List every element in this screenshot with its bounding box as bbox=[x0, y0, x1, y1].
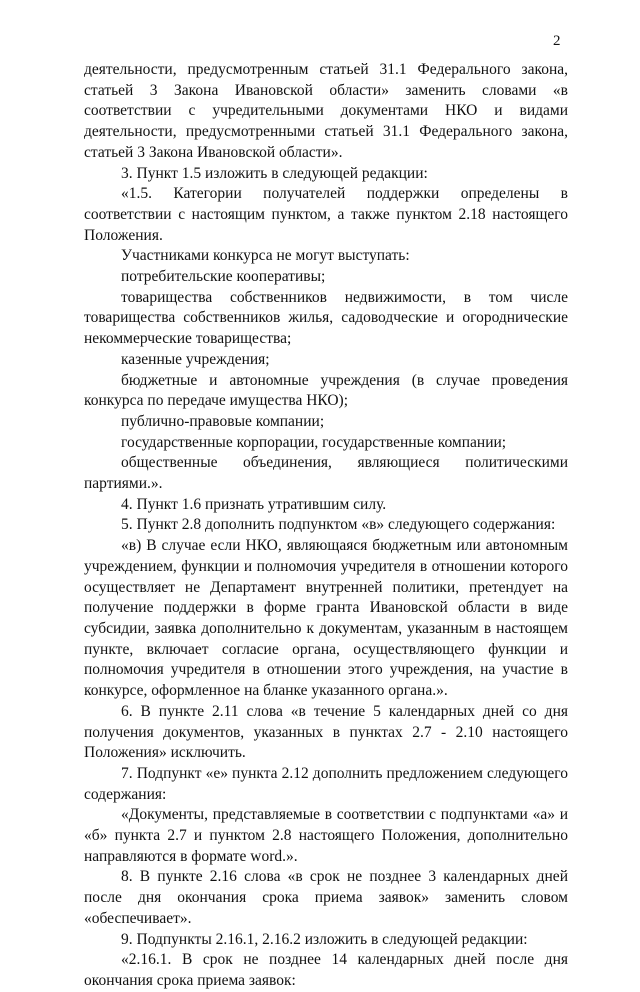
paragraph: «в) В случае если НКО, являющаяся бюджетным или автономным учреждением, функции и полномочия учредителя в отношении которого осуществляет не Департамент внутренней политики, претендует на получение поддержки в форме гранта Ивановской области в виде субсидии, заявка дополнительно к документам, указанным в настоящем пункте, включает согласие органа, осуществляющего функции и полномочия учредителя в отношении этого учреждения, на участие в конкурсе, оформленное на бланке указанного органа.». bbox=[84, 537, 568, 700]
document-body bbox=[84, 60, 568, 992]
paragraph: бюджетные и автономные учреждения (в случае проведения конкурса по передаче имущества НКО); bbox=[84, 371, 568, 410]
paragraph: товарищества собственников недвижимости, в том числе товарищества собственников жилья, садоводческие и огороднические некоммерческие товарищества; bbox=[84, 288, 568, 348]
paragraph: 5. Пункт 2.8 дополнить подпунктом «в» следующего содержания: bbox=[121, 516, 556, 534]
paragraph: публично-правовые компании; bbox=[121, 412, 325, 430]
paragraph: общественные объединения, являющиеся политическими партиями.». bbox=[84, 454, 568, 493]
paragraph: потребительские кооперативы; bbox=[121, 268, 326, 286]
paragraph: «Документы, представляемые в соответствии с подпунктами «а» и «б» пункта 2.7 и пунктом 2.8 настоящего Положения, дополнительно направляются в формате word.». bbox=[84, 806, 568, 865]
paragraph: Участниками конкурса не могут выступать: bbox=[121, 247, 410, 265]
paragraph: 4. Пункт 1.6 признать утратившим силу. bbox=[121, 495, 387, 513]
paragraph: 8. В пункте 2.16 слова «в срок не позднее 3 календарных дней после дня окончания срока приема заявок» заменить словом «обеспечивает». bbox=[84, 868, 568, 927]
paragraph: 9. Подпункты 2.16.1, 2.16.2 изложить в следующей редакции: bbox=[121, 930, 528, 948]
paragraph: деятельности, предусмотренным статьей 31.1 Федерального закона, статьей 3 Закона Ивановской области» заменить словами «в соответствии с учредительными документами НКО и видами деятельности, предусмотренными статьей 31.1 Федерального закона, статьей 3 Закона Ивановской области». bbox=[84, 61, 568, 161]
page-number: 2 bbox=[553, 33, 561, 49]
paragraph: «1.5. Категории получателей поддержки определены в соответствии с настоящим пунктом, а также пунктом 2.18 настоящего Положения. bbox=[84, 185, 568, 244]
paragraph: 3. Пункт 1.5 изложить в следующей редакции: bbox=[121, 164, 428, 182]
paragraph: 6. В пункте 2.11 слова «в течение 5 календарных дней со дня получения документов, указанных в пунктах 2.7 - 2.10 настоящего Положения» исключить. bbox=[84, 702, 568, 762]
paragraph: государственные корпорации, государственные компании; bbox=[121, 433, 507, 451]
paragraph: «2.16.1. В срок не позднее 14 календарных дней после дня окончания срока приема заявок: bbox=[84, 951, 568, 989]
paragraph: казенные учреждения; bbox=[121, 350, 270, 368]
paragraph: 7. Подпункт «е» пункта 2.12 дополнить предложением следующего содержания: bbox=[84, 764, 568, 803]
